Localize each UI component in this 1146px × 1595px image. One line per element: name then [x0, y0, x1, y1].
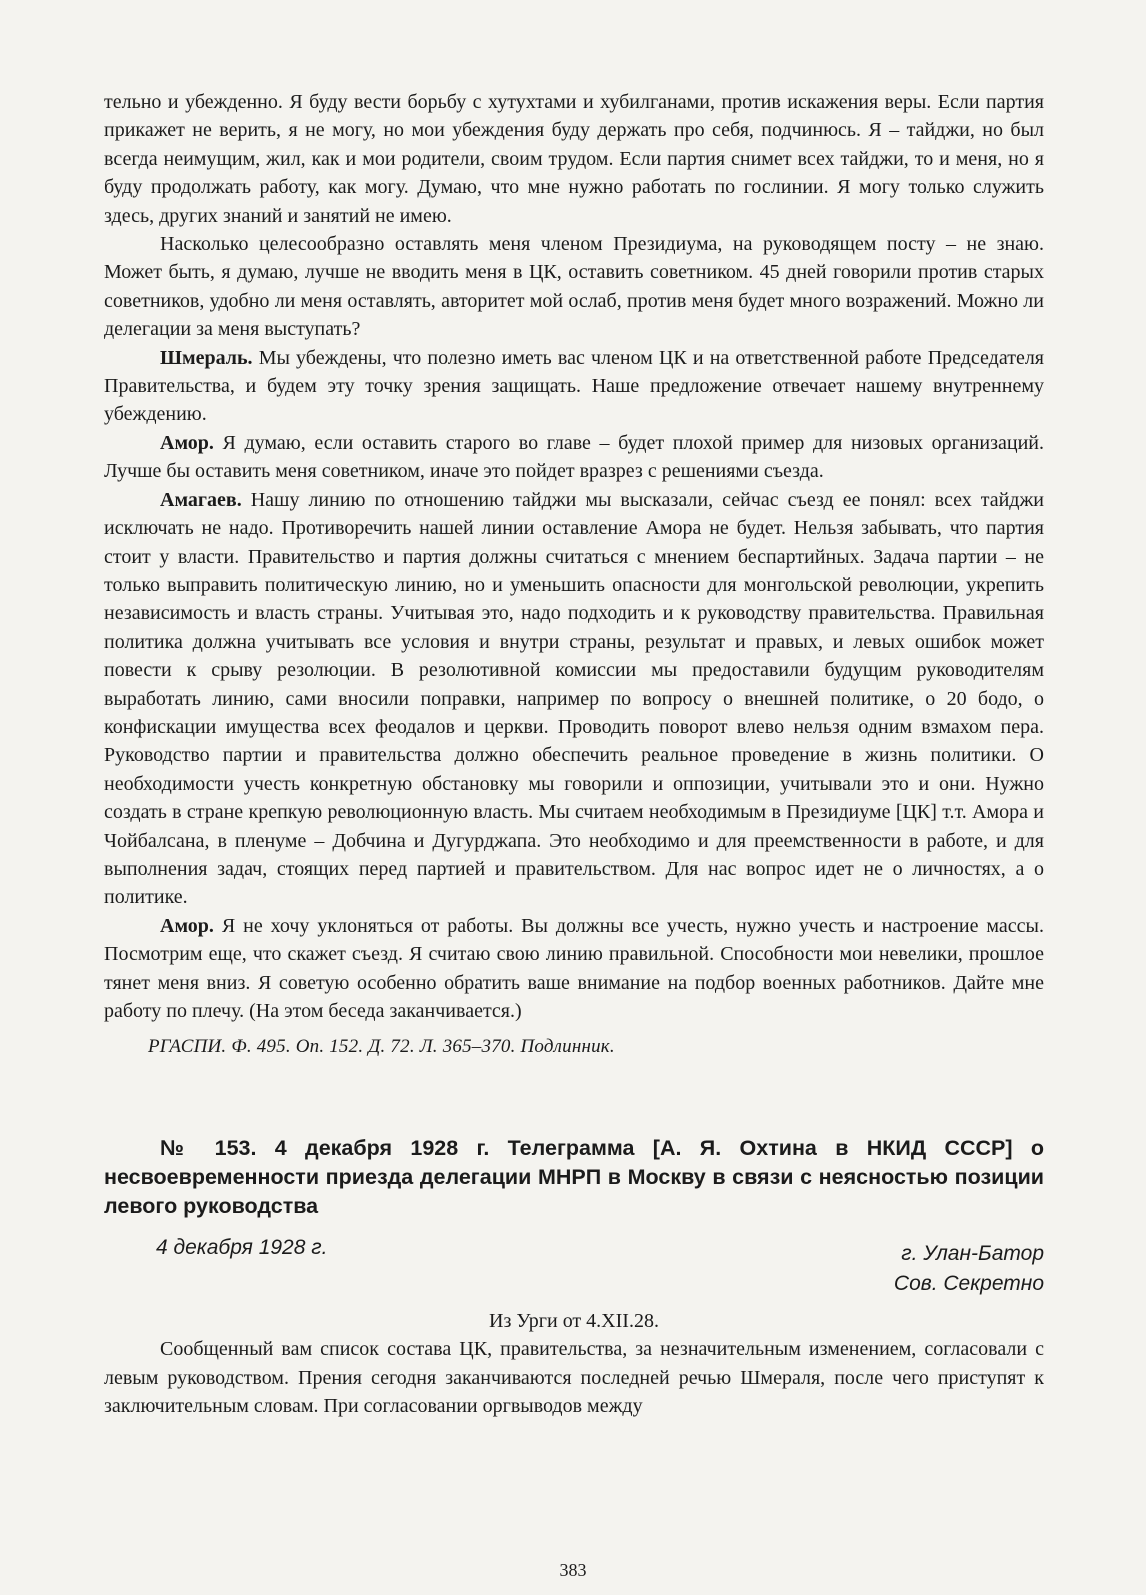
speech-paragraph — [104, 429, 1044, 486]
paragraph — [104, 88, 1044, 230]
speech-paragraph — [104, 486, 1044, 912]
speaker-name: Амор. — [160, 431, 214, 454]
document-meta — [104, 1233, 1044, 1307]
paragraph-text: тельно и убежденно. Я буду вести борьбу с хутухтами и хубилганами, против искажения веры. Если партия прикажет не верить, я не могу, но мои убеждения буду держать про себя, подчинюсь. Я – тайджи, но был всегда неимущим, жил, как и мои родители, своим трудом. Если партия снимет всех тайджи, то и меня, но я буду продолжать работу, как могу. Думаю, что мне нужно работать по гослинии. Я могу только служить здесь, других знаний и занятий не имею. — [104, 91, 1044, 227]
paragraph-text: Насколько целесообразно оставлять меня членом Президиума, на руководящем посту – не знаю. Может быть, я думаю, лучше не вводить меня в ЦК, оставить советником. 45 дней говорили против старых советников, удобно ли меня оставлять, авторитет мой ослаб, против меня будет много возражений. Можно ли делегации за меня выступать? — [104, 233, 1044, 341]
telegram-body: Сообщенный вам список состава ЦК, правительства, за незначительным изменением, согласовали с левым руководством. Прения сегодня заканчиваются последней речью Шмераля, после чего приступят к заключительным словам. При согласовании оргвыводов между — [104, 1338, 1044, 1418]
document-date: 4 декабря 1928 г. — [156, 1235, 328, 1259]
speech-text: Нашу линию по отношению тайджи мы высказали, сейчас съезд ее понял: всех тайджи исключать не надо. Противоречить нашей линии оставление Амора не будет. Нельзя забывать, что партия стоит у власти. Правительство и партия должны считаться с мнением беспартийных. Задача партии – не только выправить политическую линию, но и уменьшить опасности для монгольской революции, укрепить независимость и власть страны. Учитывая это, надо подходить и к руководству правительства. Правильная политика должна учитывать все условия и внутри страны, результат и правых, и левых ошибок может повести к срыву резолюции. В резолютивной комиссии мы предоставили будущим руководителям выработать линию, сами вносили поправки, например по вопросу о внешней политике, о 20 бодо, о конфискации имущества всех феодалов и церкви. Проводить поворот влево нельзя одним взмахом пера. Руководство партии и правительства должно обеспечить реальное проведение в жизнь политики. О необходимости учесть конкретную обстановку мы говорили и оппозиции, учитывали это и они. Нужно создать в стране крепкую революционную власть. Мы считаем необходимым в Президиуме [ЦК] т.т. Амора и Чойбалсана, в пленуме – Добчина и Дугурджапа. Это необходимо и для преемственности в работе, и для выполнения задач, стоящих перед партией и правительством. Для нас вопрос идет не о личностях, а о политике. — [104, 488, 1044, 909]
telegram-origin: Из Урги от 4.XII.28. — [489, 1309, 659, 1332]
document-place: г. Улан-Батор — [901, 1241, 1044, 1265]
page-number: 383 — [559, 1560, 587, 1580]
archive-source-reference: РГАСПИ. Ф. 495. Оп. 152. Д. 72. Л. 365–370. Подлинник. — [148, 1036, 615, 1058]
speech-text: Я думаю, если оставить старого во главе – будет плохой пример для низовых организаций. Лучше бы оставить меня советником, иначе это пойдет вразрез с решениями съезда. — [104, 431, 1044, 483]
paragraph — [104, 230, 1044, 344]
speech-paragraph — [104, 912, 1044, 1026]
speaker-name: Амор. — [160, 914, 214, 937]
document-heading: № 153. 4 декабря 1928 г. Телеграмма [А. Я. Охтина в НКИД СССР] о несвоевременности приезда делегации МНРП в Москву в связи с неясностью позиции левого руководства — [104, 1135, 1044, 1218]
speech-text: Я не хочу уклоняться от работы. Вы должны все учесть, нужно учесть и настроение массы. Посмотрим еще, что скажет съезд. Я считаю свою линию правильной. Способности мои невелики, прошлое тянет меня вниз. Я советую особенно обратить ваше внимание на подбор военных работников. Дайте мне работу по плечу. (На этом беседа заканчивается.) — [104, 914, 1044, 1022]
speaker-name: Шмераль. — [160, 346, 253, 369]
page-content — [104, 88, 1044, 1420]
speaker-name: Амагаев. — [160, 488, 242, 511]
speech-text: Мы убеждены, что полезно иметь вас членом ЦК и на ответственной работе Председателя Правительства, и будем эту точку зрения защищать. Наше предложение отвечает нашему внутреннему убеждению. — [104, 346, 1044, 426]
document-classification: Сов. Секретно — [893, 1271, 1044, 1295]
speech-paragraph — [104, 344, 1044, 429]
document-meta-right — [894, 1239, 1044, 1299]
